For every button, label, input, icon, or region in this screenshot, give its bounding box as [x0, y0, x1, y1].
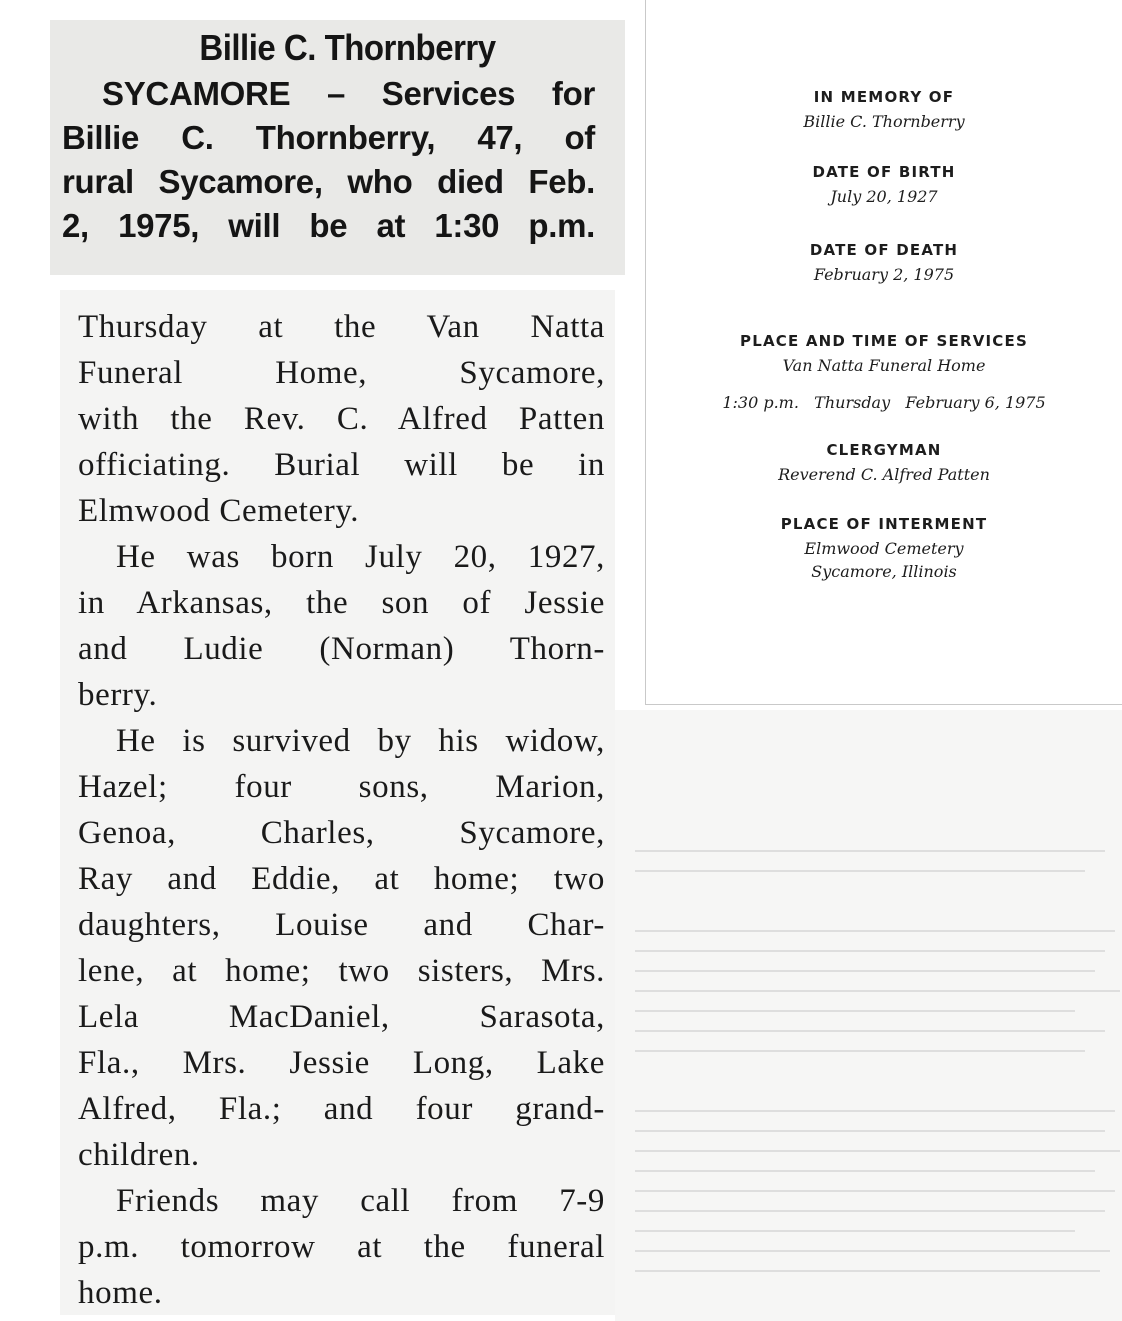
- faded-text-line: [635, 1050, 1085, 1052]
- faded-text-line: [635, 1230, 1075, 1232]
- body-line: Ray and Eddie, at home; two: [78, 861, 605, 897]
- interment-line-1: Elmwood Cemetery: [804, 539, 964, 558]
- body-line: Alfred, Fla.; and four grand-: [78, 1091, 605, 1127]
- body-line: daughters, Louise and Char-: [78, 907, 605, 943]
- card-interment: [646, 515, 1122, 581]
- body-line: with the Rev. C. Alfred Patten: [78, 401, 605, 437]
- faded-text-line: [635, 1170, 1095, 1172]
- lede-line: Billie C. Thornberry, 47, of: [62, 119, 595, 156]
- faded-text-line: [635, 1190, 1115, 1192]
- card-memory: [646, 88, 1122, 131]
- body-line: Lela MacDaniel, Sarasota,: [78, 999, 605, 1035]
- obituary-headline-clipping: [50, 20, 625, 275]
- faded-text-line: [635, 1010, 1075, 1012]
- obituary-name-heading: Billie C. Thornberry: [199, 27, 496, 68]
- body-line: Friends may call from 7-9: [116, 1183, 605, 1219]
- memorial-card: [645, 0, 1122, 705]
- clergy-label: CLERGYMAN: [826, 441, 942, 459]
- faded-text-line: [635, 1130, 1105, 1132]
- body-line: children.: [78, 1137, 200, 1173]
- faded-text-line: [635, 990, 1120, 992]
- obituary-lede: [62, 72, 595, 248]
- interment-line-2: Sycamore, Illinois: [811, 562, 957, 581]
- body-line: He was born July 20, 1927,: [116, 539, 605, 575]
- lede-line: SYCAMORE – Services for: [102, 75, 595, 112]
- body-line: He is survived by his widow,: [116, 723, 605, 759]
- clergy-value: Reverend C. Alfred Patten: [778, 465, 990, 484]
- body-line: Hazel; four sons, Marion,: [78, 769, 605, 805]
- faded-text-line: [635, 970, 1095, 972]
- services-label: PLACE AND TIME OF SERVICES: [740, 332, 1028, 350]
- body-line: Elmwood Cemetery.: [78, 493, 360, 529]
- faded-text-line: [635, 1210, 1105, 1212]
- body-line: officiating. Burial will be in: [78, 447, 605, 483]
- memory-value: Billie C. Thornberry: [803, 112, 965, 131]
- faded-text-line: [635, 1030, 1105, 1032]
- body-line: and Ludie (Norman) Thorn-: [78, 631, 605, 667]
- body-line: p.m. tomorrow at the funeral: [78, 1229, 605, 1265]
- body-line: Genoa, Charles, Sycamore,: [78, 815, 605, 851]
- card-clergy: [646, 441, 1122, 484]
- services-place: Van Natta Funeral Home: [782, 356, 986, 375]
- faded-text-line: [635, 1250, 1110, 1252]
- card-birth: [646, 163, 1122, 206]
- lede-line: rural Sycamore, who died Feb.: [62, 163, 595, 200]
- body-line: home.: [78, 1275, 163, 1311]
- body-line: lene, at home; two sisters, Mrs.: [78, 953, 605, 989]
- death-value: February 2, 1975: [813, 265, 955, 284]
- lede-line: 2, 1975, will be at 1:30 p.m.: [62, 207, 595, 244]
- faded-text-line: [635, 1270, 1100, 1272]
- body-line: Fla., Mrs. Jessie Long, Lake: [78, 1045, 605, 1081]
- body-line: Thursday at the Van Natta: [78, 309, 605, 345]
- faded-back-page: [615, 710, 1122, 1321]
- obituary-body-text: [78, 304, 605, 1316]
- body-line: in Arkansas, the son of Jessie: [78, 585, 605, 621]
- card-death: [646, 241, 1122, 284]
- faded-text-line: [635, 850, 1105, 852]
- faded-text-line: [635, 870, 1085, 872]
- interment-label: PLACE OF INTERMENT: [780, 515, 988, 533]
- services-time: 1:30 p.m. Thursday February 6, 1975: [722, 393, 1046, 412]
- body-line: Funeral Home, Sycamore,: [78, 355, 605, 391]
- body-line: berry.: [78, 677, 158, 713]
- death-label: DATE OF DEATH: [809, 241, 959, 259]
- faded-text-line: [635, 950, 1105, 952]
- card-services: [646, 332, 1122, 412]
- obituary-body-clipping: [60, 290, 615, 1315]
- birth-value: July 20, 1927: [830, 187, 938, 206]
- memory-label: IN MEMORY OF: [813, 88, 955, 106]
- faded-text-line: [635, 1110, 1115, 1112]
- birth-label: DATE OF BIRTH: [812, 163, 956, 181]
- faded-text-line: [635, 930, 1115, 932]
- faded-text-line: [635, 1150, 1120, 1152]
